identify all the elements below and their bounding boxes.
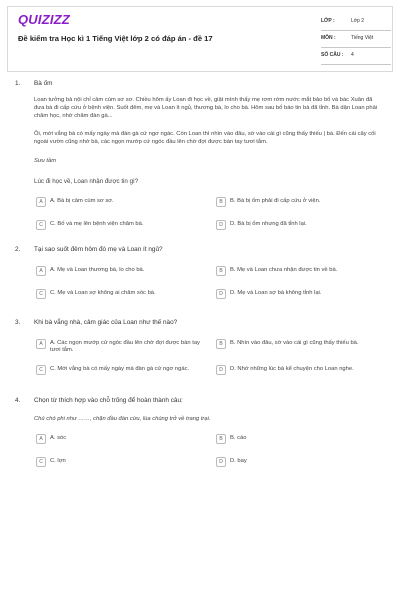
option-letter-box: A	[36, 197, 46, 207]
option-text: C. Bố và mẹ lên bệnh viện chăm bà.	[50, 221, 144, 227]
option-letter-box: B	[216, 434, 226, 444]
meta-label: MÔN :	[321, 35, 336, 41]
option-text: D. Nhớ những lúc bà kể chuyện cho Loan nghe.	[230, 366, 354, 372]
document-header	[7, 6, 393, 72]
document-title: Đề kiểm tra Học kì 1 Tiếng Việt lớp 2 có đáp án - đề 17	[18, 34, 213, 43]
meta-value: Tiếng Việt	[351, 35, 374, 41]
meta-label: LỚP :	[321, 18, 335, 24]
option-text: C. Mẹ và Loan sợ không ai chăm sóc bà.	[50, 290, 156, 296]
meta-row-count	[321, 51, 391, 65]
quizizz-logo: QUIZIZZ	[18, 12, 70, 27]
passage-paragraph: Loan tưởng bà nội chỉ cảm cúm sơ sơ. Chiều hôm ấy Loan đi học về, giật mình thấy mẹ rơm rớm nước mắt bảo bố và bác Xuân đã đưa bà đi cấp cứu ở bệnh viện. Suốt đêm, mẹ và Loan ít ngủ, thương bà, lo cho bà. Hôm sau bố báo tin bà đã tỉnh. Bà dặn Loan phải chăm học, nhớ chăm đàn gà...	[34, 97, 378, 119]
option-text: B. cáo	[230, 435, 247, 441]
option-text: D. Bà bị ốm nhưng đã tỉnh lại.	[230, 221, 307, 227]
option-text: C. Mới vắng bà có mấy ngày mà đàn gà cứ ngơ ngác.	[50, 366, 190, 372]
option-text: C. lợn	[50, 458, 66, 464]
passage-paragraph: Ôi, mới vắng bà có mấy ngày mà đàn gà cứ ngơ ngác. Còn Loan thì nhìn vào đâu, sờ vào cái gì cũng thấy thiếu | bà. Đến cái cây cối ngoài vườn cũng nhớ bà, các ngọn mướp cứ ngóc đầu lên chờ đợi được bàn tay tươi tắm.	[34, 131, 376, 145]
question-title: Khi bà vắng nhà, cảm giác của Loan như thế nào?	[34, 319, 178, 326]
option-text: B. Mẹ và Loan chưa nhận được tin về bà.	[230, 267, 338, 273]
passage-source: Sưu tầm	[34, 158, 57, 164]
question-title: Chọn từ thích hợp vào chỗ trống để hoàn thành câu:	[34, 397, 183, 404]
option-letter-box: B	[216, 339, 226, 349]
option-letter-box: D	[216, 457, 226, 467]
option-text: D. bay	[230, 458, 247, 464]
option-letter-box: A	[36, 434, 46, 444]
question-number: 2.	[15, 246, 21, 253]
option-letter-box: C	[36, 289, 46, 299]
question-number: 4.	[15, 397, 21, 404]
meta-value: 4	[351, 52, 354, 58]
meta-label: SỐ CÂU :	[321, 52, 344, 58]
option-letter-box: C	[36, 457, 46, 467]
option-letter-box: C	[36, 365, 46, 375]
option-letter-box: D	[216, 289, 226, 299]
meta-row-class	[321, 17, 391, 31]
option-letter-box: B	[216, 266, 226, 276]
question-number: 1.	[15, 80, 21, 87]
option-text: A. sóc	[50, 435, 67, 441]
fill-blank-sentence: Chú chó phi như ……, chặn đầu đàn cừu, lùa chúng trở về trang trại.	[34, 416, 211, 422]
option-letter-box: A	[36, 339, 46, 349]
option-text: A. Bà bị cảm cúm sơ sơ.	[50, 198, 114, 204]
option-text: A. Các ngọn mướp cứ ngóc đầu lên chờ đợi được bàn tay tươi tắm.	[50, 340, 200, 353]
option-letter-box: C	[36, 220, 46, 230]
question-prompt: Lúc đi học về, Loan nhận được tin gì?	[34, 178, 139, 185]
option-text: D. Mẹ và Loan sợ bà không tỉnh lại.	[230, 290, 322, 296]
option-letter-box: D	[216, 365, 226, 375]
option-text: A. Mẹ và Loan thương bà, lo cho bà.	[50, 267, 145, 273]
option-letter-box: D	[216, 220, 226, 230]
question-title: Bà ốm	[34, 80, 53, 87]
option-text: B. Nhìn vào đâu, sờ vào cái gì cũng thấy thiếu bà.	[230, 340, 359, 346]
question-title: Tại sao suốt đêm hôm đó mẹ và Loan ít ngủ?	[34, 246, 163, 253]
option-letter-box: B	[216, 197, 226, 207]
meta-row-subject	[321, 34, 391, 48]
meta-value: Lớp 2	[351, 18, 365, 24]
option-text: B. Bà bị ốm phải đi cấp cứu ở viện.	[230, 198, 321, 204]
meta-info	[321, 17, 391, 68]
option-letter-box: A	[36, 266, 46, 276]
question-number: 3.	[15, 319, 21, 326]
